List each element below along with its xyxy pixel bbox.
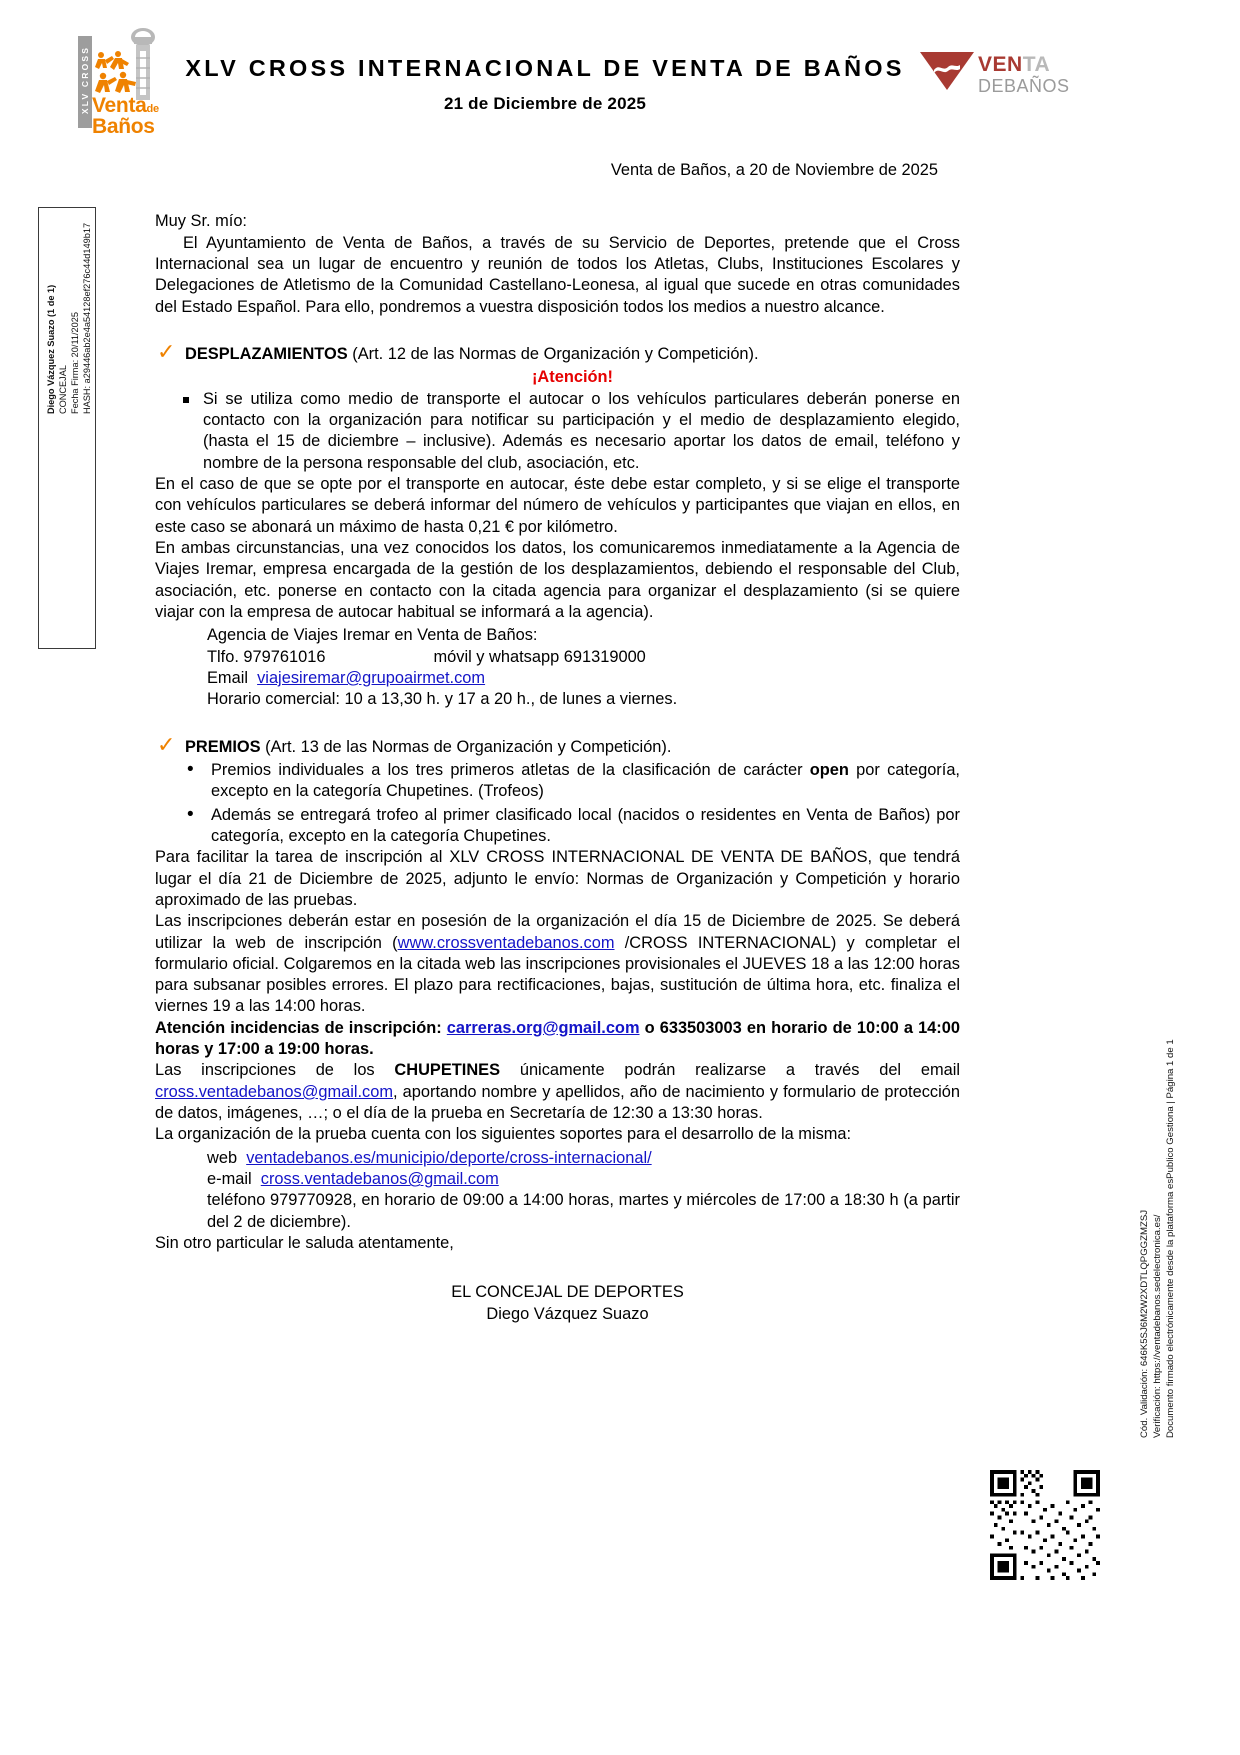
section-desplazamientos-title: DESPLAZAMIENTOS (185, 344, 348, 363)
support-web-row (207, 1148, 960, 1169)
qr-code (990, 1470, 1100, 1580)
page-title: XLV CROSS INTERNACIONAL DE VENTA DE BAÑOS (185, 55, 905, 81)
logo-word-banos: Baños (92, 114, 155, 138)
agency-email-row (207, 668, 960, 689)
wave-icon (934, 64, 960, 73)
desplazamientos-paragraph-3: En ambas circunstancias, una vez conocidos los datos, los comunicaremos inmediatamente a la Agencia de Viajes Iremar, empresa encargada de la gestión de los desplazamientos, debiendo el responsable del Club, asociación, etc. ponerse en contacto con la citada agencia para organizar el desplazamiento (si se quiere viajar con la empresa de autocar habitual se informará a la agencia). (155, 538, 960, 621)
logo-word-de: de (146, 103, 159, 115)
checkmark-icon: ✓ (157, 338, 176, 364)
section-premios-title: PREMIOS (185, 737, 261, 756)
salutation: Muy Sr. mío: (155, 212, 247, 231)
validation-url: Verificación: https://ventadebanos.sedelectronica.es/ (1152, 1214, 1164, 1438)
crossventadebanos-link[interactable]: www.crossventadebanos.com (397, 933, 615, 952)
support-email-link[interactable]: cross.ventadebanos@gmail.com (260, 1170, 499, 1189)
brand-ta: TA (1022, 53, 1051, 76)
premios-item-0-post: por categoría, excepto en la categoría Chupetines. (Trofeos) (211, 760, 960, 801)
supports-intro: La organización de la prueba cuenta con los siguientes soportes para el desarrollo de la misma: (155, 1125, 852, 1144)
section-desplazamientos (155, 338, 960, 711)
runners-icon (92, 50, 142, 95)
signature-stamp-name: Diego Vázquez Suazo (1 de 1) (46, 284, 56, 414)
logo-vertical-text: XLV CROSS (80, 45, 90, 115)
closing-p2-a: Las inscripciones deberán estar en posesión de la organización el día 15 de Diciembre de 2025. Se deberá utilizar la web de inscripción ( (155, 912, 960, 952)
signature-stamp-role: CONCEJAL (58, 364, 69, 414)
agency-title: Agencia de Viajes Iremar en Venta de Baños: (207, 626, 538, 645)
closing-paragraph-4 (155, 1060, 960, 1124)
closing-p2-b: /CROSS INTERNACIONAL) y completar el formulario oficial. Colgaremos en la citada web las inscripciones provisionales el JUEVES 18 a las 12:00 horas para subsanar posibles errores. El plazo para rectificaciones, bajas, sustitución de última hora, etc. finaliza el viernes 19 a las 14:00 horas. (155, 933, 960, 1016)
section-premios-heading (155, 737, 960, 758)
list-item (155, 760, 960, 803)
letter-body (155, 160, 960, 1326)
agency-hours: Horario comercial: 10 a 13,30 h. y 17 a 20 h., de lunes a viernes. (207, 690, 678, 709)
logo-wordmark (92, 96, 178, 137)
closing-paragraph-1: Para facilitar la tarea de inscripción al XLV CROSS INTERNACIONAL DE VENTA DE BAÑOS, que tendrá lugar el día 21 de Diciembre de 2025, adjunto le envío: Normas de Organización y Competición y horario aproximado de las pruebas. (155, 848, 960, 909)
logo-word-venta: Venta (92, 94, 147, 117)
support-email-label: e-mail (207, 1170, 252, 1189)
closing-paragraph-3 (155, 1018, 960, 1061)
list-item (155, 805, 960, 848)
agency-email-label: Email (207, 668, 248, 687)
section-premios-subtitle: (Art. 13 de las Normas de Organización y Competición). (260, 737, 672, 756)
premios-item-1-pre: Además se entregará trofeo al primer clasificado local (nacidos o residentes en Venta de Baños) por categoría, excepto en la categoría Chupetines. (211, 805, 960, 845)
place-and-date: Venta de Baños, a 20 de Noviembre de 2025 (610, 161, 938, 179)
support-web-link[interactable]: ventadebanos.es/municipio/deporte/cross-internacional/ (246, 1148, 652, 1167)
signature-stamp-date: Fecha Firma: 20/11/2025 (70, 312, 81, 414)
signature-stamp-text (45, 0, 94, 414)
agency-contact-block (207, 625, 960, 710)
chupetines-mid: únicamente podrán realizarse a través del email (500, 1061, 960, 1080)
agency-phone: Tlfo. 979761016 (207, 647, 326, 666)
agency-email-link[interactable]: viajesiremar@grupoairmet.com (257, 668, 486, 687)
signature-stamp-hash: HASH: a29446ab2e4a54128ef276c44d149b17 (82, 222, 93, 414)
desplazamientos-bullet: Si se utiliza como medio de transporte el autocar o los vehículos particulares deberán ponerse en contacto con la organización para notificar su participación y el medio de desplazamiento elegido, (hasta el 15 de diciembre – inclusive). Además es necesario aportar los datos de email, teléfono y nombre de la persona responsable del club, asociación, etc. (155, 389, 960, 474)
validation-platform: Documento firmado electrónicamente desde la plataforma esPublico Gestiona | Página 1 de 1 (1165, 1039, 1177, 1438)
farewell: Sin otro particular le saluda atentamente, (155, 1234, 454, 1253)
closing-paragraph-2 (155, 911, 960, 1018)
brand-debanos: DEBAÑOS (978, 76, 1070, 96)
carreras-email-link[interactable]: carreras.org@gmail.com (446, 1018, 640, 1037)
chupetines-pre: Las inscripciones de los (155, 1061, 395, 1080)
desplazamientos-paragraph-2: En el caso de que se opte por el transporte en autocar, éste debe estar completo, y si se elige el transporte con vehículos particulares se deberá informar del número de vehículos y participantes que viajan en ellos, en este caso se abonará un máximo de hasta 0,21 € por kilómetro. (155, 474, 960, 536)
supports-block (207, 1148, 960, 1233)
electronic-signature-stamp (38, 207, 96, 649)
support-web-label: web (207, 1148, 238, 1167)
chupetines-label: CHUPETINES (394, 1061, 501, 1080)
document-header (0, 0, 1240, 150)
signer-role: EL CONCEJAL DE DEPORTES (451, 1283, 684, 1302)
venta-de-banos-brand-logo (920, 48, 1070, 96)
checkmark-icon: ✓ (157, 731, 176, 757)
section-desplazamientos-heading (155, 344, 960, 365)
event-date: 21 de Diciembre de 2025 (443, 94, 647, 113)
brand-wordmark (978, 54, 1070, 95)
section-premios (155, 731, 960, 848)
premios-item-0-bold: open (809, 760, 849, 779)
chupetines-post: , aportando nombre y apellidos, año de nacimiento y formulario de protección de datos, imágenes, …; o el día de la prueba en Secretaría de 12:30 a 13:30 horas. (155, 1082, 960, 1123)
signer-name: Diego Vázquez Suazo (486, 1305, 649, 1324)
support-email-row (207, 1169, 960, 1190)
section-desplazamientos-subtitle: (Art. 12 de las Normas de Organización y Competición). (347, 344, 759, 363)
intro-paragraph: El Ayuntamiento de Venta de Baños, a través de su Servicio de Deportes, pretende que el Cross Internacional sea un lugar de encuentro y reunión de todos los Atletas, Clubs, Instituciones Escolares y Delegaciones de Atletismo de la Comunidad Castellano-Leonesa, al igual que sucede en otras comunidades del Estado Español. Para ello, pondremos a vuestra disposición todos los medios a nuestro alcance. (155, 233, 960, 316)
validation-code: Cód. Validación: 646K5SJ6M2W2XDTLQPGGZMZSJ (1139, 1209, 1150, 1438)
signature-block (155, 1282, 960, 1326)
agency-mobile: móvil y whatsapp 691319000 (433, 647, 646, 666)
cross-ventadebanos-email-link[interactable]: cross.ventadebanos@gmail.com (155, 1082, 394, 1101)
validation-sidebar-text (1138, 918, 1178, 1438)
premios-list (155, 760, 960, 847)
premios-item-0-pre: Premios individuales a los tres primeros atletas de la clasificación de carácter (211, 760, 810, 779)
incidencias-label: Atención incidencias de inscripción: (155, 1018, 447, 1037)
brand-ven: VEN (978, 53, 1023, 76)
agency-phones (207, 647, 960, 668)
incidencias-hours: o 633503003 en horario de 10:00 a 14:00 horas y 17:00 a 19:00 horas. (155, 1018, 960, 1059)
attention-label: ¡Atención! (531, 368, 614, 387)
support-phone: teléfono 979770928, en horario de 09:00 a 14:00 horas, martes y miércoles de 17:00 a 18:30 h (a partir del 2 de diciembre). (207, 1191, 960, 1231)
title-area (185, 55, 905, 114)
